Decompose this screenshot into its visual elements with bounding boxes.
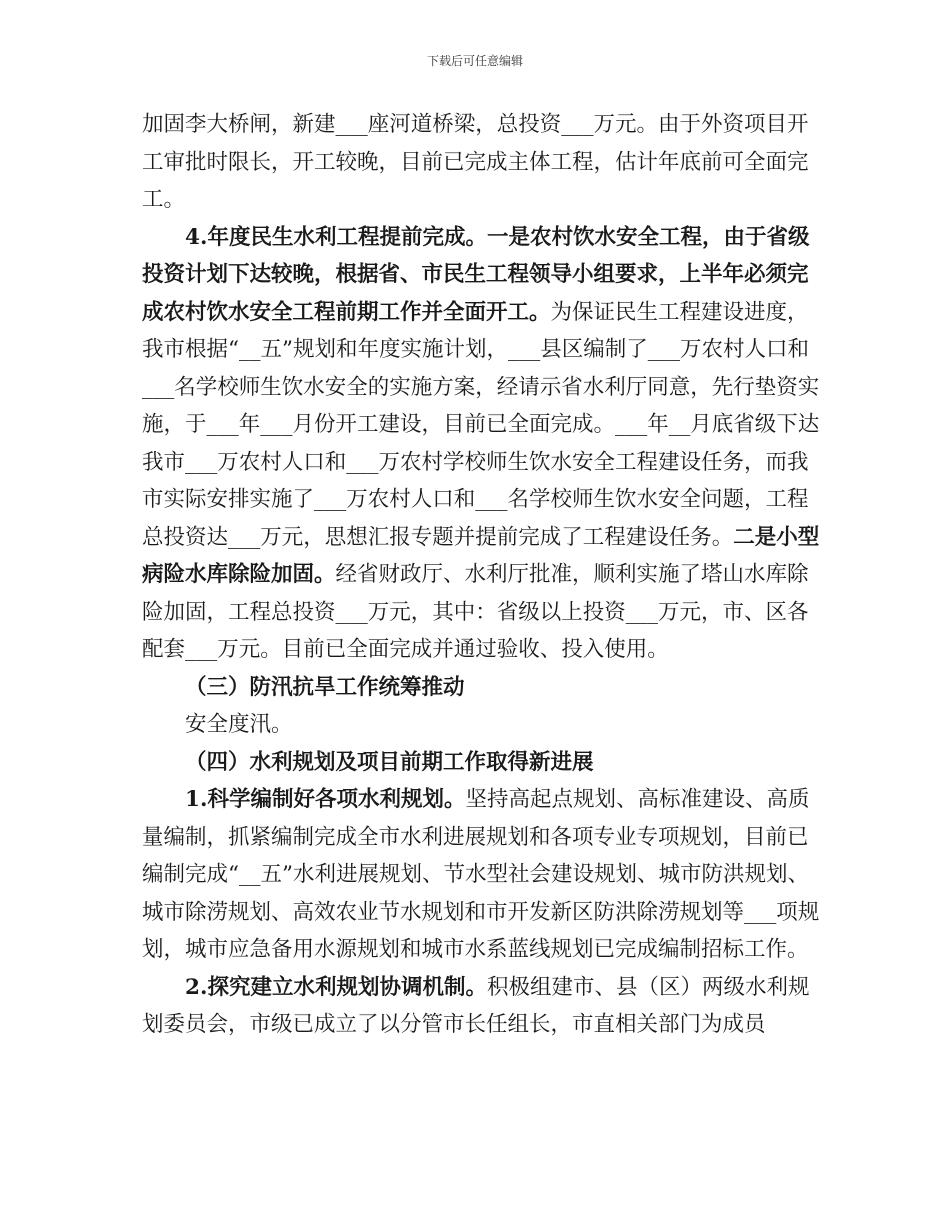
paragraph	[142, 219, 822, 669]
text-run: 积极组建市、县（区）两级水利规划委员会，市级已成立了以分管市长任组长，市直相关部门为成员	[142, 974, 810, 1037]
bold-text-run: 4.年度民生水利工程提前完成。一是农村饮水安全工程，由于省级投资计划下达较晚，根据省、市民生工程领导小组要求，上半年必须完成农村饮水安全工程前期工作并全面开工。	[142, 224, 810, 325]
document-body	[142, 106, 822, 1044]
section-heading	[142, 669, 822, 707]
section-heading	[142, 744, 822, 782]
paragraph	[142, 106, 822, 219]
bold-text-run: （三）防汛抗旱工作统筹推动	[185, 674, 465, 700]
paragraph	[142, 781, 822, 969]
text-run: 安全度汛。	[185, 712, 293, 737]
text-run: 经省财政厅、水利厅批准，顺利实施了塔山水库除险加固，工程总投资___万元，其中：省级以上投资___万元，市、区各配套___万元。目前已全面完成并通过验收、投入使用。	[142, 562, 809, 662]
text-run: 加固李大桥闸，新建___座河道桥梁，总投资___万元。由于外资项目开工审批时限长，开工较晚，目前已完成主体工程，估计年底前可全面完工。	[142, 112, 809, 212]
bold-text-run: 1.科学编制好各项水利规划。	[185, 787, 466, 812]
bold-text-run: 2.探究建立水利规划协调机制。	[185, 974, 487, 1000]
paragraph	[142, 706, 822, 744]
bold-text-run: （四）水利规划及项目前期工作取得新进展	[185, 749, 594, 775]
bold-text-run: 二是小型病险水库除险加固。	[142, 524, 820, 587]
text-run: 为保证民生工程建设进度，我市根据“__五”规划和年度实施计划，___县区编制了___万农村人口和___名学校师生饮水安全的实施方案，经请示省水利厅同意，先行垫资实施，于___年___月份开工建设，目前已全面完成。___年__月底省级下达我市___万农村人口和___万农村学校师生饮水安全工程建设任务，而我市实际安排实施了___万农村人口和___名学校师生饮水安全问题，工程总投资达___万元，思想汇报专题并提前完成了工程建设任务。	[142, 299, 820, 550]
text-run: 坚持高起点规划、高标准建设、高质量编制，抓紧编制完成全市水利进展规划和各项专业专项规划，目前已编制完成“__五”水利进展规划、节水型社会建设规划、城市防洪规划、城市除涝规划、高效农业节水规划和市开发新区防洪除涝规划等___项规划，城市应急备用水源规划和城市水系蓝线规划已完成编制招标工作。	[142, 787, 820, 962]
paragraph	[142, 969, 822, 1044]
page-header: 下载后可任意编辑	[426, 54, 523, 68]
